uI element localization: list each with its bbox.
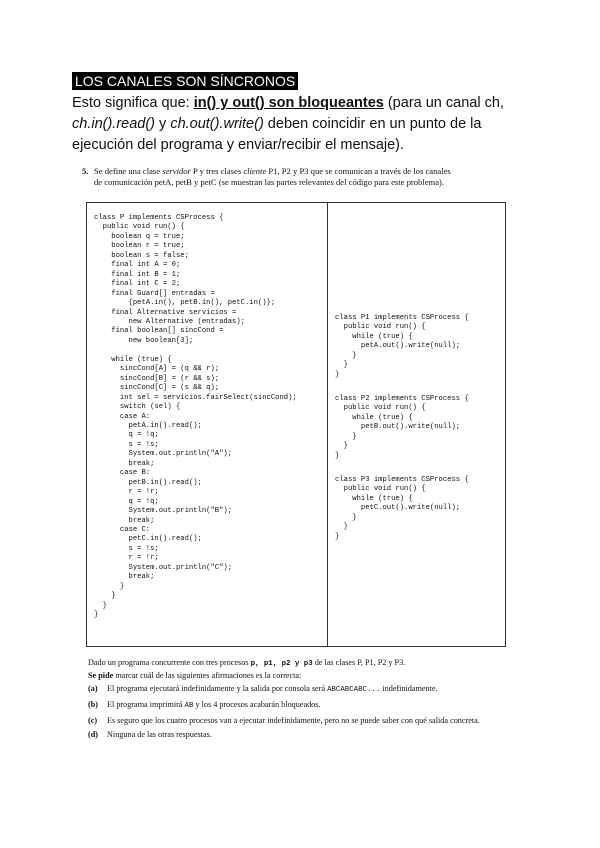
code-line: } xyxy=(335,432,357,441)
explanation-line-1: Esto significa que: in() y out() son bloqueantes (para un canal ch, xyxy=(72,95,504,111)
column-divider xyxy=(327,203,328,646)
code-line: boolean r = true; xyxy=(94,242,185,251)
option-b[interactable]: (b) El programa imprimirá AB y los 4 procesos acabarán bloqueados. xyxy=(88,700,321,710)
code-line: {petA.in(), petB.in(), petC.in()}; xyxy=(94,299,276,308)
code-line: boolean q = true; xyxy=(94,232,185,241)
code-line: class P implements CSProcess { xyxy=(94,214,224,222)
code-line: public void run() { xyxy=(335,485,426,494)
code-line: s = !s; xyxy=(94,544,159,553)
code-line: System.out.println("A"); xyxy=(94,450,233,459)
notes-header xyxy=(72,72,542,156)
question-options xyxy=(88,657,508,740)
code-line: sincCond[B] = (r && s); xyxy=(94,374,220,383)
code-line: s = !s; xyxy=(94,440,159,449)
code-line: class P2 implements CSProcess { xyxy=(335,395,469,403)
option-c[interactable]: (c) Es seguro que los cuatro procesos van a ejecutar indefinidamente, pero no se puede saber con qué salida concreta. xyxy=(88,716,480,725)
code-line: } xyxy=(335,370,340,379)
code-line: public void run() { xyxy=(94,223,185,232)
code-line: petB.in().read(); xyxy=(94,478,202,487)
section-title: LOS CANALES SON SÍNCRONOS xyxy=(72,72,298,90)
client-p2-code xyxy=(335,395,469,461)
code-line: } xyxy=(94,601,107,610)
code-line: case C: xyxy=(94,525,151,534)
statement-line-1: Dado un programa concurrente con tres procesos p, p1, p2 y p3 de las clases P, P1, P2 y P3. xyxy=(88,658,406,668)
blocking-emphasis: in() y out() son bloqueantes xyxy=(193,95,384,111)
code-line: System.out.println("C"); xyxy=(94,563,233,572)
code-line: q = !q; xyxy=(94,497,159,506)
code-line: case A: xyxy=(94,412,151,421)
code-line: System.out.println("B"); xyxy=(94,507,233,516)
code-line: petC.out().write(null); xyxy=(335,504,461,513)
code-line: class P1 implements CSProcess { xyxy=(335,314,469,322)
question-number: 5. xyxy=(82,166,89,176)
code-line: break; xyxy=(94,459,155,468)
code-line: class P3 implements CSProcess { xyxy=(335,476,469,484)
code-line: } xyxy=(335,351,357,360)
statement-line-2: Se pide marcar cuál de las siguientes afirmaciones es la correcta: xyxy=(88,671,302,680)
code-line: } xyxy=(335,451,340,460)
code-line: switch (sel) { xyxy=(94,403,181,412)
client-p1-code xyxy=(335,314,469,380)
code-line: final int B = 1; xyxy=(94,270,181,279)
code-line: final Alternative servicios = xyxy=(94,308,237,317)
code-line: final int A = 0; xyxy=(94,261,181,270)
code-line: while (true) { xyxy=(335,494,413,503)
code-line: int sel = servicios.fairSelect(sincCond); xyxy=(94,393,297,402)
code-line: break; xyxy=(94,573,155,582)
code-line: } xyxy=(335,442,348,451)
code-line: petC.in().read(); xyxy=(94,535,202,544)
code-line: sincCond[C] = (s && q); xyxy=(94,384,220,393)
code-line: while (true) { xyxy=(335,413,413,422)
code-line: boolean s = false; xyxy=(94,251,189,260)
code-line: while (true) { xyxy=(335,332,413,341)
code-line: } xyxy=(94,611,99,620)
explanation-line-2: ch.in().read() y ch.out().write() deben coincidir en un punto de la xyxy=(72,116,482,132)
code-line: q = !q; xyxy=(94,431,159,440)
code-line: final boolean[] sincCond = xyxy=(94,327,224,336)
code-line: sincCond[A] = (q && r); xyxy=(94,365,220,374)
code-line: } xyxy=(335,532,340,541)
option-d[interactable]: (d) Ninguna de las otras respuestas. xyxy=(88,730,212,739)
code-line: petB.out().write(null); xyxy=(335,423,461,432)
option-a[interactable]: (a) El programa ejecutará indefinidamente y la salida por consola será ABCABCABC... indefinidamente. xyxy=(88,684,438,694)
code-line: public void run() { xyxy=(335,323,426,332)
explanation-line-3: ejecución del programa y enviar/recibir el mensaje). xyxy=(72,137,405,153)
code-line xyxy=(94,346,297,355)
code-line: r = !r; xyxy=(94,488,159,497)
code-line: case B: xyxy=(94,469,151,478)
client-p3-code xyxy=(335,476,469,542)
code-table xyxy=(86,202,506,647)
code-line: r = !r; xyxy=(94,554,159,563)
code-line: } xyxy=(335,361,348,370)
code-line: break; xyxy=(94,516,155,525)
code-line: } xyxy=(94,582,125,591)
code-line: public void run() { xyxy=(335,404,426,413)
code-line: final int C = 2; xyxy=(94,280,181,289)
code-line: final Guard[] entradas = xyxy=(94,289,215,298)
question-intro: 5. Se define una clase servidor P y tres clases cliente P1, P2 y P3 que se comunican a través de los canales de comunicación petA, petB y petC (se muestran las partes relevantes del código para este problema). xyxy=(82,166,451,187)
code-line: petA.out().write(null); xyxy=(335,342,461,351)
code-line: while (true) { xyxy=(94,355,172,364)
code-line: } xyxy=(335,523,348,532)
code-line: } xyxy=(335,513,357,522)
code-line: new boolean[3]; xyxy=(94,336,194,345)
code-line: petA.in().read(); xyxy=(94,421,202,430)
server-class-code xyxy=(94,214,297,620)
code-line: new Alternative (entradas); xyxy=(94,317,245,326)
code-line: } xyxy=(94,592,116,601)
